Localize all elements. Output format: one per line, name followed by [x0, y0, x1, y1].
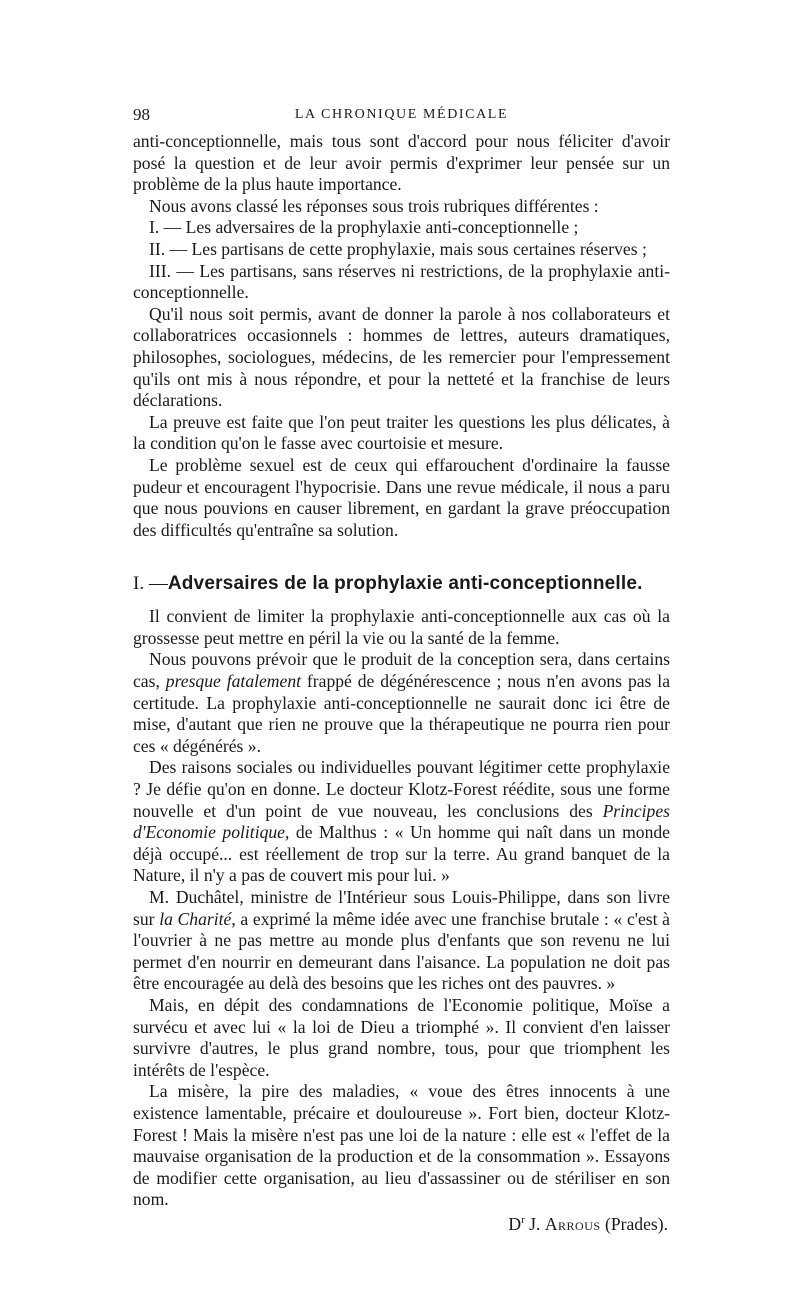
intro-text: [133, 131, 670, 541]
page-content: [133, 105, 670, 1235]
text-run: , a exprimé la même idée avec une franchise brutale : « c'est à l'ouvrier à ne pas mettre au monde plus d'enfants que son revenu ne lui permet d'en nourrir en demeurant dans l'aisance. La population ne doit pas être encouragée au delà des besoins que les riches ont des pauvres. »: [133, 908, 670, 994]
intro-paragraph: Le problème sexuel est de ceux qui effarouchent d'ordinaire la fausse pudeur et encouragent l'hypocrisie. Dans une revue médicale, il nous a paru que nous pouvions en causer librement, en gardant la grave préoccupation des difficultés qu'entraîne sa solution.: [133, 454, 670, 540]
section-heading: [133, 572, 670, 596]
body-paragraph: [133, 757, 670, 887]
author-signature: [133, 1213, 670, 1235]
italic-book-title: Principes d'Economie politique: [133, 800, 670, 843]
italic-phrase: presque fatalement: [165, 671, 302, 692]
section-body: [133, 606, 670, 1211]
text-run: , de Malthus : « Un homme qui naît dans un monde déjà occupé... est réellement de trop sur la terre. Au grand banquet de la Nature, il n'y a pas de couvert mis pour lui. »: [133, 822, 670, 886]
intro-paragraph: Qu'il nous soit permis, avant de donner la parole à nos collaborateurs et collaboratrices occasionnels : hommes de lettres, auteurs dramatiques, philosophes, sociologues, médecins, de les remercier pour l'empressement qu'ils ont mis à nous répondre, et pour la netteté et la franchise de leurs déclarations.: [133, 303, 670, 411]
body-paragraph: La misère, la pire des maladies, « voue des êtres innocents à une existence lamentable, précaire et douloureuse ». Fort bien, docteur Klotz-Forest ! Mais la misère n'est pas une loi de la nature : elle est « l'effet de la mauvaise organisation de la production et de la consommation ». Essayons de modifier cette organisation, au lieu d'assassiner ou de stériliser en son nom.: [133, 1081, 670, 1210]
intro-paragraph: La preuve est faite que l'on peut traiter les questions les plus délicates, à la condition qu'on le fasse avec courtoisie et mesure.: [133, 411, 670, 454]
text-run: Des raisons sociales ou individuelles pouvant légitimer cette prophylaxie ? Je défie qu'on en donne. Le docteur Klotz-Forest réédite, sous une forme nouvelle et d'un point de vue nouveau, les conclusions des: [133, 757, 670, 821]
text-run: M. Duchâtel, ministre de l'Intérieur sous Louis-Philippe, dans son livre sur: [133, 887, 670, 929]
body-paragraph: Il convient de limiter la prophylaxie anti-conceptionnelle aux cas où la grossesse peut mettre en péril la vie ou la santé de la femme.: [133, 606, 670, 648]
italic-book-title: la Charité: [159, 908, 232, 929]
body-paragraph: Mais, en dépit des condamnations de l'Economie politique, Moïse a survécu et avec lui « la loi de Dieu a triomphé ». Il convient d'en laisser survivre d'autres, le plus grand nombre, tous, pour que triomphent les intérêts de l'espèce.: [133, 994, 670, 1080]
section-number: I. —: [133, 573, 168, 595]
signature-place: (Prades).: [604, 1213, 668, 1234]
page-header: [133, 105, 670, 131]
intro-paragraph: anti-conceptionnelle, mais tous sont d'accord pour nous féliciter d'avoir posé la question et de leur avoir permis d'exprimer leur pensée sur un problème de la plus haute importance.: [133, 131, 670, 195]
body-paragraph: [133, 649, 670, 757]
text-run: frappé de dégénérescence ; nous n'en avons pas la certitude. La prophylaxie anti-conceptionnelle ne saurait donc ici être de mise, d'autant que rien ne prouve que la thérapeutique ne pourra rien pour ces « dégénérés ».: [133, 671, 670, 756]
section-title: Adversaires de la prophylaxie anti-conceptionnelle.: [167, 573, 643, 595]
rubric-item-2: II. — Les partisans de cette prophylaxie, mais sous certaines réserves ;: [149, 238, 647, 259]
running-title: LA CHRONIQUE MÉDICALE: [294, 107, 509, 122]
signature-name: Arrous: [544, 1213, 601, 1234]
signature-title-sup: r: [521, 1214, 525, 1227]
signature-title: D: [508, 1213, 522, 1234]
signature-initial: J.: [529, 1213, 541, 1234]
body-paragraph: [133, 887, 670, 995]
intro-paragraph: Nous avons classé les réponses sous trois rubriques différentes :: [149, 195, 599, 216]
text-run: Nous pouvons prévoir que le produit de la conception sera, dans certains cas,: [133, 649, 670, 692]
rubric-item-3: III. — Les partisans, sans réserves ni restrictions, de la prophylaxie anti-conceptionnelle.: [133, 260, 670, 303]
rubric-item-1: I. — Les adversaires de la prophylaxie anti-conceptionnelle ;: [149, 217, 579, 238]
page-number: 98: [133, 105, 150, 124]
